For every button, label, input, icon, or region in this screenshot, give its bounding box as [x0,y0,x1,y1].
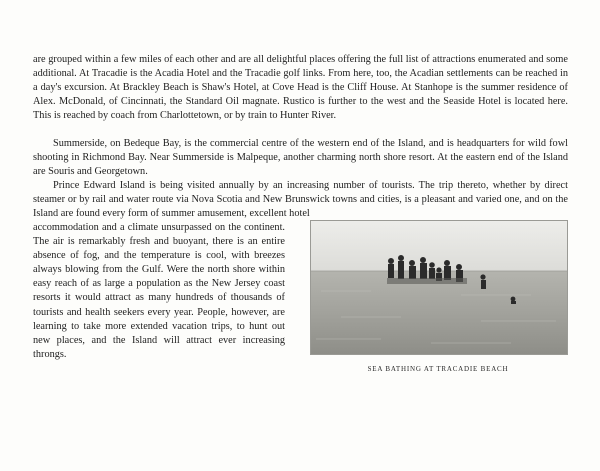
paragraph-summerside: Summerside, on Bedeque Bay, is the commercial centre of the western end of the Island, and is headquarters for wild fowl shooting in Richmond Bay. Near Summerside is Malpeque, another charming north shore resort. At the eastern end of the Island are Souris and Georgetown. [33,138,568,178]
paragraph-tourism-continued: accommodation and a climate unsurpassed on the continent. The air is remarkably fresh and buoyant, there is an entire absence of fog, and the temperature is cool, with breezes always blowing from the Gulf. Were the north shore within easy reach of as large a population as the New Jersey coast resorts it would attract as many hundreds of thousands of tourists and health seekers every year. People, however, are learning to take more extended vacation trips, to hunt out new places, and the Island will attract ever increasing throngs. [33,222,285,360]
paragraph-tourism: Prince Edward Island is being visited annually by an increasing number of tourists. The trip thereto, whether by direct steamer or by rail and water route via Nova Scotia and New Brunswick towns and cities, is a pleasant and varied one, and on the Island are found every form of summer amusement, excellent hotel [33,180,568,220]
photo-caption: SEA BATHING AT TRACADIE BEACH [367,365,509,373]
sea-bathing-photo [310,220,568,355]
bathers-photo-illustration [311,221,567,354]
paragraph-north-shore-resorts: are grouped within a few miles of each other and are all delightful places offering the full list of attractions enumerated and some additional. At Tracadie is the Acadia Hotel and the Tracadie golf links. From here, too, the Acadian settlements can be reached in a day's excursion. At Brackley Beach is Shaw's Hotel, at Cove Head is the Cliff House. At Stanhope is the summer residence of Alex. McDonald, of Cincinnati, the Standard Oil magnate. Rustico is further to the west and the Seaside Hotel is located here. This is reached by coach from Charlottetown, or by train to Hunter River. [33,54,568,122]
